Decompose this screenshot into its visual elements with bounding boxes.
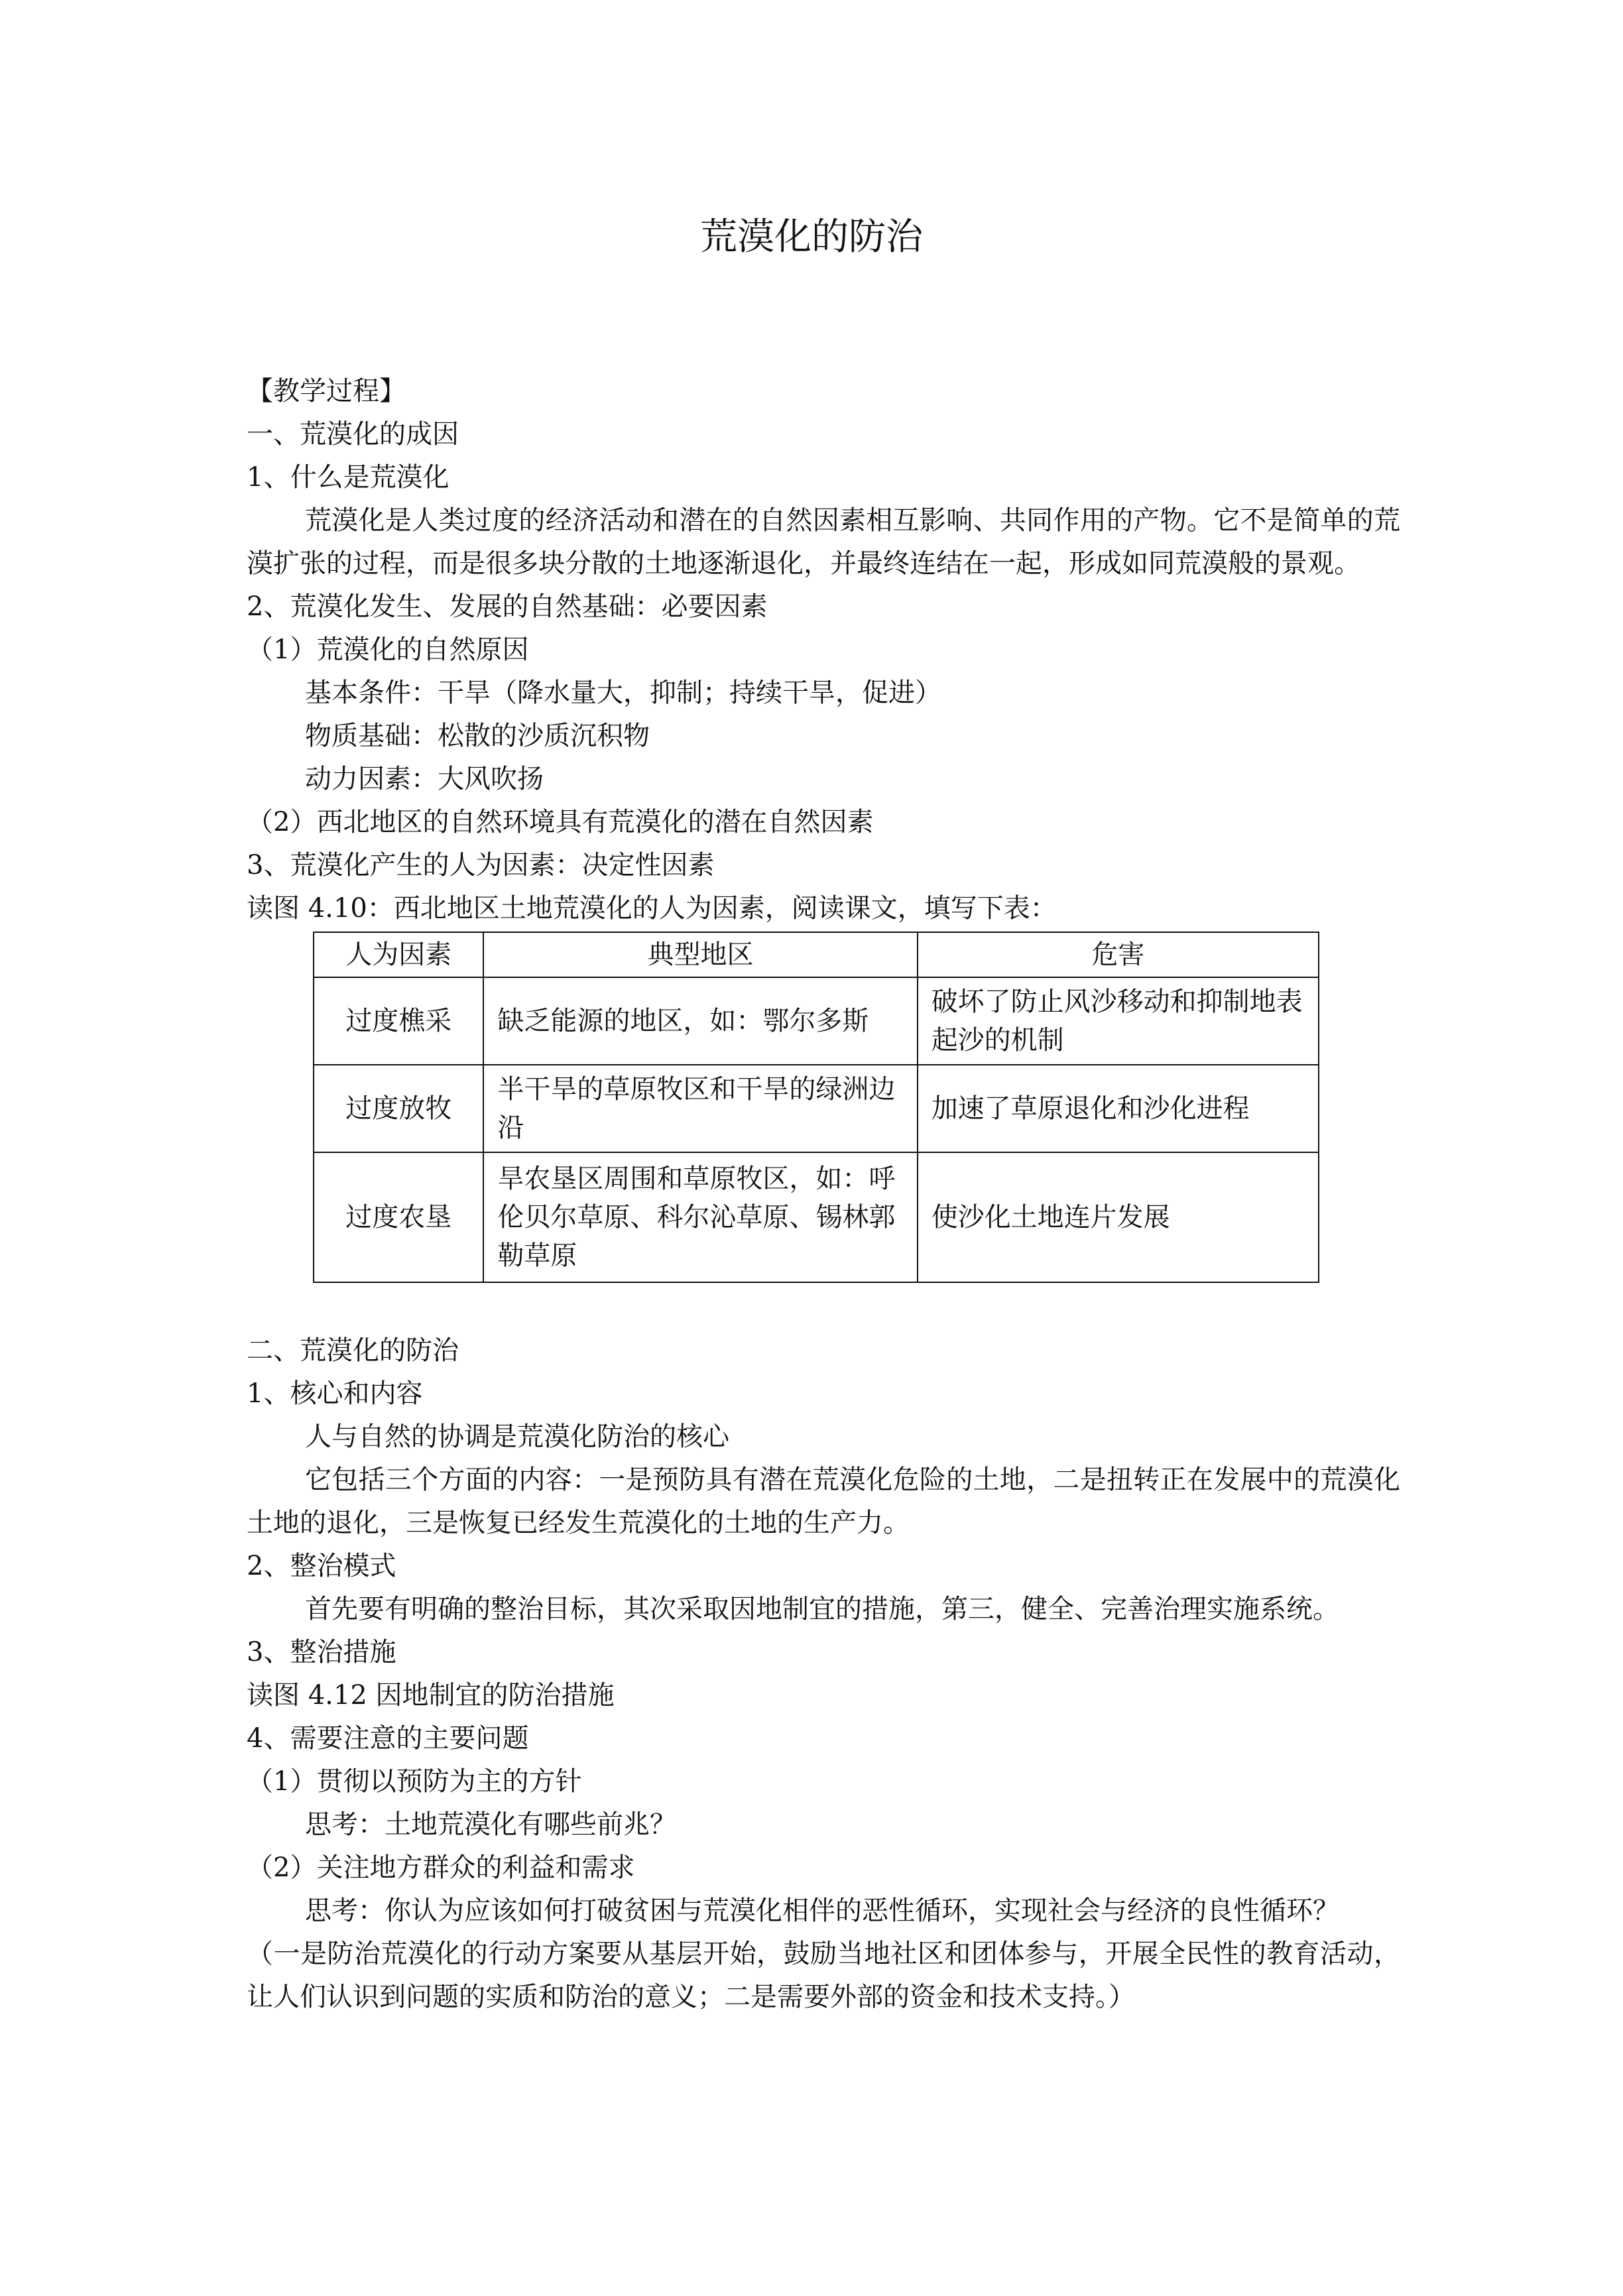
part1-s2-heading: 2、荒漠化发生、发展的自然基础：必要因素: [247, 591, 768, 622]
table-intro: 读图 4.10：西北地区土地荒漠化的人为因素，阅读课文，填写下表：: [247, 893, 1057, 924]
table-cell: 使沙化土地连片发展: [918, 1152, 1319, 1282]
table-header-row: [314, 932, 1319, 977]
table-cell: 缺乏能源的地区，如：鄂尔多斯: [483, 977, 917, 1065]
part1-s3-heading: 3、荒漠化产生的人为因素：决定性因素: [247, 850, 715, 880]
natural-cause-item: 动力因素：大风吹扬: [305, 764, 544, 794]
table-cell: 旱农垦区周围和草原牧区，如：呼伦贝尔草原、科尔沁草原、锡林郭勒草原: [483, 1152, 917, 1282]
document-body: [247, 370, 1400, 2019]
think-question-2: 思考：你认为应该如何打破贫困与荒漠化相伴的恶性循环，实现社会与经济的良性循环？: [305, 1896, 1339, 1926]
table-cell: 破坏了防止风沙移动和抑制地表起沙的机制: [918, 977, 1319, 1065]
northwest-subheading: （2）西北地区的自然环境具有荒漠化的潜在自然因素: [247, 807, 874, 837]
column-header: 典型地区: [483, 932, 917, 977]
column-header: 人为因素: [314, 932, 483, 977]
definition-paragraph: 荒漠化是人类过度的经济活动和潜在的自然因素相互影响、共同作用的产物。它不是简单的荒漠扩张的过程，而是很多块分散的土地逐渐退化，并最终连结在一起，形成如同荒漠般的景观。: [247, 505, 1400, 579]
column-header: 危害: [918, 932, 1319, 977]
part1-heading: 一、荒漠化的成因: [247, 419, 459, 450]
human-factors-table: [313, 932, 1319, 1283]
part1-s1-heading: 1、什么是荒漠化: [247, 462, 450, 493]
table-row: [314, 977, 1319, 1065]
table-cell: 半干旱的草原牧区和干旱的绿洲边沿: [483, 1065, 917, 1152]
prevention-subheading: （1）贯彻以预防为主的方针: [247, 1766, 582, 1797]
answer-paragraph: （一是防治荒漠化的行动方案要从基层开始，鼓励当地社区和团体参与，开展全民性的教育活动，让人们认识到问题的实质和防治的意义；二是需要外部的资金和技术支持。）: [247, 1939, 1400, 2012]
natural-cause-item: 物质基础：松散的沙质沉积物: [305, 721, 650, 751]
page-title: 荒漠化的防治: [700, 215, 923, 259]
part2-heading: 二、荒漠化的防治: [247, 1335, 459, 1366]
content-paragraph: 它包括三个方面的内容：一是预防具有潜在荒漠化危险的土地，二是扭转正在发展中的荒漠化土地的退化，三是恢复已经发生荒漠化的土地的生产力。: [247, 1465, 1400, 1538]
natural-causes-subheading: （1）荒漠化的自然原因: [247, 634, 529, 665]
table-row: [314, 1152, 1319, 1282]
think-question-1: 思考：土地荒漠化有哪些前兆？: [305, 1809, 676, 1840]
table-cell: 过度农垦: [314, 1152, 483, 1282]
part2-s3-heading: 3、整治措施: [247, 1637, 396, 1667]
part2-s1-heading: 1、核心和内容: [247, 1378, 423, 1409]
core-statement: 人与自然的协调是荒漠化防治的核心: [305, 1421, 729, 1452]
interests-subheading: （2）关注地方群众的利益和需求: [247, 1852, 635, 1883]
table-row: [314, 1065, 1319, 1152]
part2-s2-heading: 2、整治模式: [247, 1551, 396, 1581]
table-cell: 过度樵采: [314, 977, 483, 1065]
table-cell: 加速了草原退化和沙化进程: [918, 1065, 1319, 1152]
table-cell: 过度放牧: [314, 1065, 483, 1152]
part2-s4-heading: 4、需要注意的主要问题: [247, 1723, 529, 1754]
measures-reference: 读图 4.12 因地制宜的防治措施: [247, 1680, 615, 1711]
section-header: 【教学过程】: [247, 376, 406, 406]
model-statement: 首先要有明确的整治目标，其次采取因地制宜的措施，第三，健全、完善治理实施系统。: [305, 1594, 1339, 1624]
natural-cause-item: 基本条件：干旱（降水量大，抑制；持续干旱，促进）: [305, 678, 941, 708]
